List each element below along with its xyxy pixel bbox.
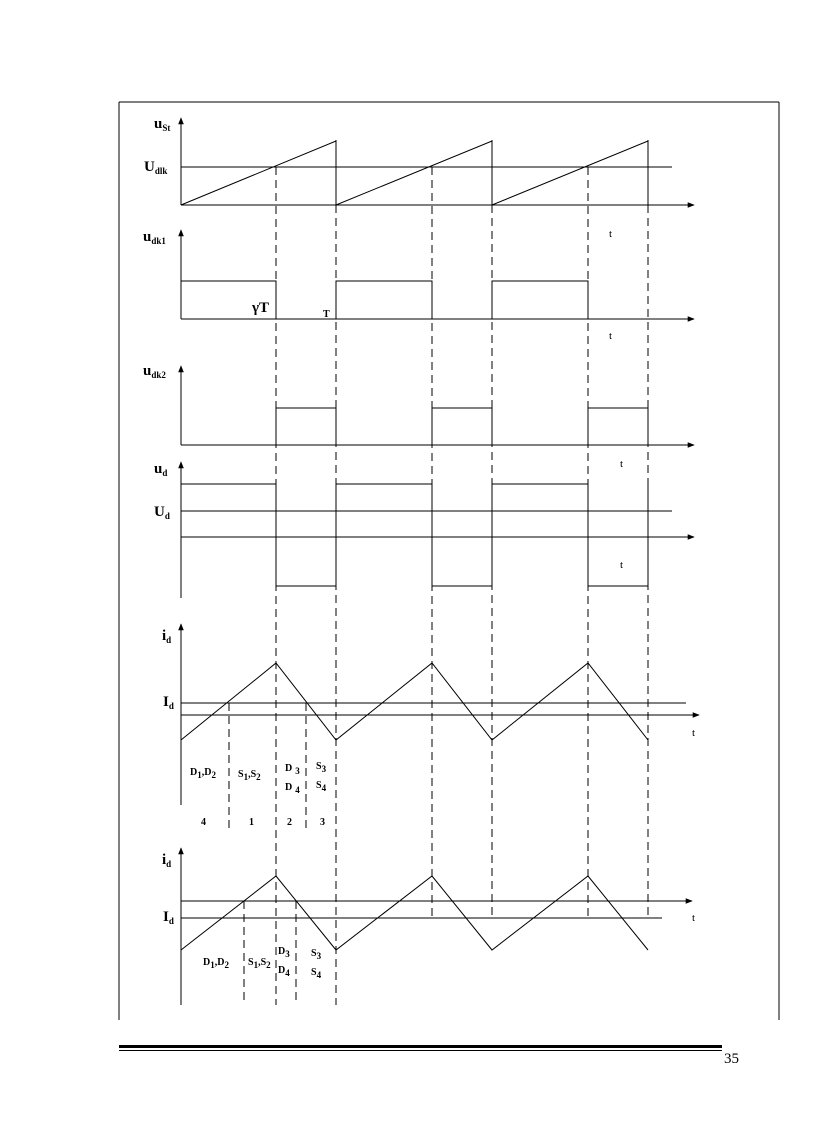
ud-axis-label: ud [154, 461, 168, 478]
period-t-label: T [323, 309, 330, 320]
id1-t-label: t [692, 727, 696, 739]
udk1-pulse-wave [181, 281, 588, 319]
id1-zone-d3: D 3 [285, 763, 300, 776]
panel-id2 [162, 848, 695, 1005]
ud-level-label: Ud [154, 504, 170, 521]
page-number: 35 [724, 1051, 739, 1067]
udk2-pulse-wave [181, 408, 648, 445]
frame [119, 102, 779, 1020]
ud-wave [181, 484, 648, 586]
id1-axis-label: id [162, 628, 172, 645]
panel-id1 [162, 624, 699, 828]
id1-zone-s1s2: S1,S2 [238, 769, 261, 782]
footer-rule [119, 1045, 722, 1051]
id1-level-label: Id [163, 694, 174, 711]
id1-zone-d4: D 4 [285, 782, 300, 795]
panel-ust [144, 116, 694, 240]
id2-zone-d1d2: D1,D2 [203, 957, 229, 970]
ud-t-lower-label: t [620, 559, 624, 571]
ust-axis-label: uSt [154, 116, 171, 133]
id2-zone-d3: D3 [278, 946, 290, 959]
panel-udk1 [143, 229, 694, 342]
udlk-label: Udlk [144, 159, 168, 176]
ust-t-label: t [609, 228, 613, 240]
id2-zone-s1s2: S1,S2 [248, 957, 271, 970]
id1-zone-d1d2: D1,D2 [190, 767, 216, 780]
id1-zone-s4: S4 [316, 780, 327, 793]
id1-triangle-wave [181, 663, 648, 740]
panel-udk2 [143, 363, 694, 445]
ud-t-upper-label: t [620, 458, 624, 470]
udk2-axis-label: udk2 [143, 363, 166, 380]
gamma-t-label: γT [252, 300, 270, 316]
id1-zone-s3: S3 [316, 761, 327, 774]
id1-zone-number-1: 4 [201, 817, 206, 828]
sawtooth-wave [181, 141, 648, 205]
id2-triangle-wave [181, 876, 648, 950]
id2-axis-label: id [162, 852, 172, 869]
id2-t-label: t [692, 912, 696, 924]
id2-zone-s4: S4 [311, 967, 322, 980]
id2-zone-d4: D4 [278, 965, 290, 978]
id2-level-label: Id [163, 909, 174, 926]
dashed-guides [276, 140, 648, 1005]
udk1-axis-label: udk1 [143, 229, 166, 246]
id1-zone-number-3: 2 [287, 817, 292, 828]
id2-zone-s3: S3 [311, 948, 322, 961]
id1-zone-number-4: 3 [320, 817, 325, 828]
udk1-t-label: t [609, 330, 613, 342]
id1-zone-number-2: 1 [249, 817, 254, 828]
panel-ud [154, 458, 694, 598]
